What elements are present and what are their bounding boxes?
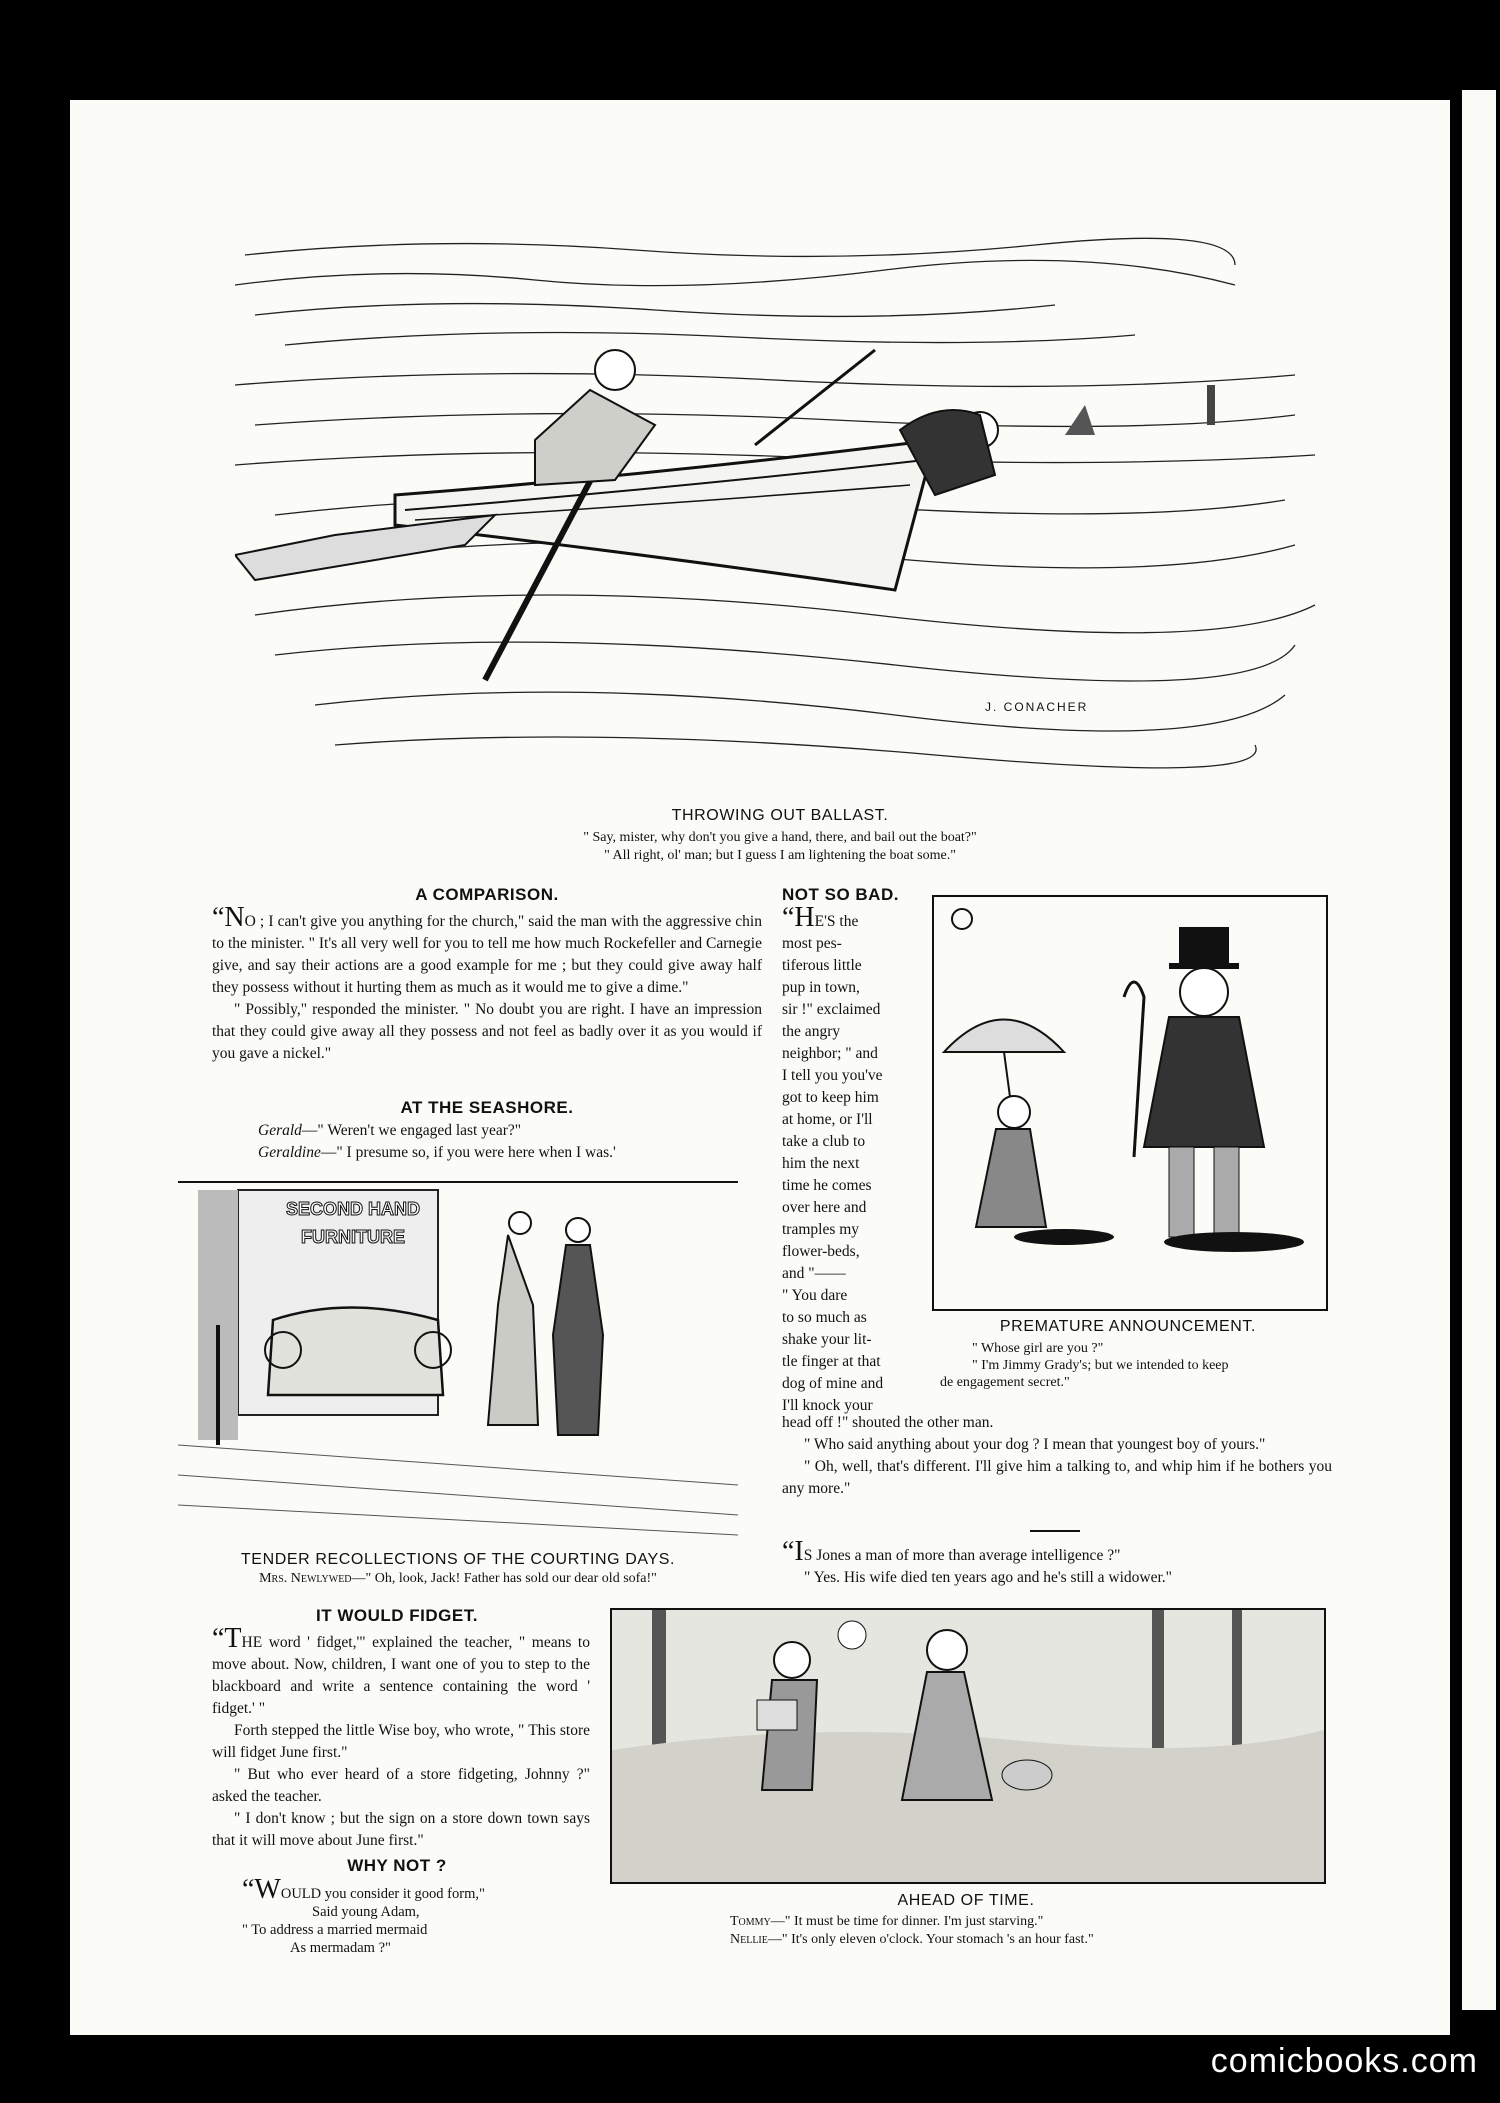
drop-cap: “W — [242, 1874, 281, 1905]
courting-illustration — [178, 1185, 738, 1540]
adjacent-page-edge — [1462, 90, 1496, 2010]
seashore-line-1: —" Weren't we engaged last year?" — [301, 1122, 522, 1139]
ballast-line-1: " Say, mister, why don't you give a hand, there, and bail out the boat?" — [583, 830, 977, 845]
fidget-paragraph: " I don't know ; but the sign on a store down town says that it will move about June first." — [212, 1810, 590, 1849]
speaker: Nellie — [730, 1932, 768, 1947]
notsobad-column-line: got to keep him — [782, 1089, 879, 1106]
jones-line-1: S Jones a man of more than average intelligence ?" — [803, 1547, 1121, 1564]
premature-line-1: " Whose girl are you ?" — [972, 1341, 1104, 1356]
speaker: Gerald — [258, 1122, 302, 1139]
premature-line-3: de engagement secret." — [940, 1375, 1070, 1390]
fidget-paragraph: " But who ever heard of a store fidgeting, Johnny ?" asked the teacher. — [212, 1766, 590, 1805]
premature-illustration — [932, 895, 1328, 1311]
ahead-title: AHEAD OF TIME. — [897, 1892, 1035, 1909]
notsobad-title: NOT SO BAD. — [782, 885, 899, 904]
speaker: Tommy — [730, 1914, 771, 1929]
jones-joke — [782, 1536, 1332, 1589]
drop-cap: “T — [212, 1623, 242, 1654]
notsobad-column-line: him the next — [782, 1155, 860, 1172]
seashore-line-2: —" I presume so, if you were here when I was.' — [320, 1144, 616, 1161]
whynot-title: WHY NOT ? — [347, 1856, 447, 1875]
ahead-line-1 — [730, 1913, 1330, 1930]
courting-caption — [178, 1570, 738, 1587]
fidget-paragraph: Forth stepped the little Wise boy, who wrote, " This store will fidget June first." — [212, 1722, 590, 1761]
speaker: Geraldine — [258, 1144, 321, 1161]
premature-title: PREMATURE ANNOUNCEMENT. — [999, 1318, 1257, 1335]
notsobad-column-line: to so much as — [782, 1309, 867, 1326]
premature-line-2: " I'm Jimmy Grady's; but we intended to keep — [972, 1358, 1229, 1373]
notsobad-column-line: " You dare — [782, 1287, 848, 1304]
verse-line: OULD you consider it good form," — [280, 1886, 485, 1902]
notsobad-column-line: tiferous little — [782, 957, 862, 974]
notsobad-column-line: the angry — [782, 1023, 841, 1040]
whynot-verse — [242, 1874, 582, 1957]
notsobad-line: head off !" shouted the other man. — [782, 1414, 994, 1431]
jones-line-2: " Yes. His wife died ten years ago and he's still a widower." — [804, 1569, 1173, 1586]
seashore-dialogue — [258, 1120, 758, 1164]
fidget-paragraph: HE word ' fidget,'" explained the teacher, " means to move about. Now, children, I want one of you to step to the blackboard and write a sentence containing the word ' fidget.' " — [212, 1634, 590, 1717]
ahead-dialogue: —" It must be time for dinner. I'm just starving." — [770, 1914, 1044, 1929]
verse-line: " To address a married mermaid — [242, 1922, 428, 1938]
notsobad-column-line: sir !" exclaimed — [782, 1001, 881, 1018]
notsobad-column — [782, 902, 906, 1417]
artist-signature: J. CONACHER — [985, 700, 1089, 714]
comparison-text — [212, 902, 762, 1065]
notsobad-column-line: E'S the — [814, 913, 859, 930]
notsobad-column-line: pup in town, — [782, 979, 860, 996]
notsobad-column-line: tramples my — [782, 1221, 860, 1238]
courting-title: TENDER RECOLLECTIONS OF THE COURTING DAYS. — [240, 1551, 676, 1568]
watermark: comicbooks.com — [1210, 2042, 1478, 2080]
notsobad-column-line: dog of mine and — [782, 1375, 884, 1392]
ahead-illustration — [610, 1608, 1326, 1884]
notsobad-column-line: most pes- — [782, 935, 842, 952]
notsobad-column-line: shake your lit- — [782, 1331, 872, 1348]
comparison-paragraph-2: " Possibly," responded the minister. " No doubt you are right. I have an impression that they could give away all they possess and not feel as badly over it as you would if you gave a nickel." — [212, 1001, 762, 1062]
shop-sign: SECOND HAND FURNITURE — [285, 1199, 420, 1247]
notsobad-column-line: tle finger at that — [782, 1353, 881, 1370]
verse-line: As mermadam ?" — [290, 1940, 391, 1956]
notsobad-fullwidth — [782, 1412, 1332, 1500]
notsobad-column-line: over here and — [782, 1199, 867, 1216]
drop-cap: “I — [782, 1536, 804, 1567]
drop-cap: “N — [212, 902, 245, 933]
fidget-title: IT WOULD FIDGET. — [316, 1606, 478, 1625]
drop-cap: “H — [782, 902, 815, 933]
courting-line: —" Oh, look, Jack! Father has sold our dear old sofa!" — [351, 1571, 657, 1586]
notsobad-line: " Who said anything about your dog ? I mean that youngest boy of yours." — [804, 1436, 1266, 1453]
verse-line: Said young Adam, — [312, 1904, 420, 1920]
notsobad-column-line: and "—— — [782, 1265, 846, 1282]
speaker: Mrs. Newlywed — [259, 1571, 352, 1586]
ballast-line-2: " All right, ol' man; but I guess I am lightening the boat some." — [604, 848, 956, 863]
notsobad-column-line: I tell you you've — [782, 1067, 883, 1084]
comparison-paragraph-1: O ; I can't give you anything for the church," said the man with the aggressive chin to the minister. " It's all very well for you to tell me how much Rockefeller and Carnegie give, and say their actions are a good example for me ; but they could give away half they possess without it hurting them as much as it would me to give a dime." — [212, 913, 762, 996]
ahead-line-2 — [730, 1931, 1330, 1948]
notsobad-column-line: time he comes — [782, 1177, 872, 1194]
ballast-illustration — [235, 225, 1325, 800]
fidget-text — [212, 1623, 590, 1852]
divider — [1030, 1530, 1080, 1532]
comparison-title: A COMPARISON. — [415, 885, 559, 904]
notsobad-column-line: take a club to — [782, 1133, 866, 1150]
divider — [178, 1181, 738, 1183]
ahead-dialogue: —" It's only eleven o'clock. Your stomach 's an hour fast." — [767, 1932, 1094, 1947]
notsobad-column-line: at home, or I'll — [782, 1111, 873, 1128]
notsobad-column-line: neighbor; " and — [782, 1045, 878, 1062]
seashore-title: AT THE SEASHORE. — [400, 1098, 574, 1117]
notsobad-column-line: flower-beds, — [782, 1243, 860, 1260]
ballast-title: THROWING OUT BALLAST. — [671, 807, 889, 824]
notsobad-column-line: I'll knock your — [782, 1397, 873, 1414]
notsobad-line: " Oh, well, that's different. I'll give him a talking to, and whip him if he bothers you any more." — [782, 1458, 1332, 1497]
